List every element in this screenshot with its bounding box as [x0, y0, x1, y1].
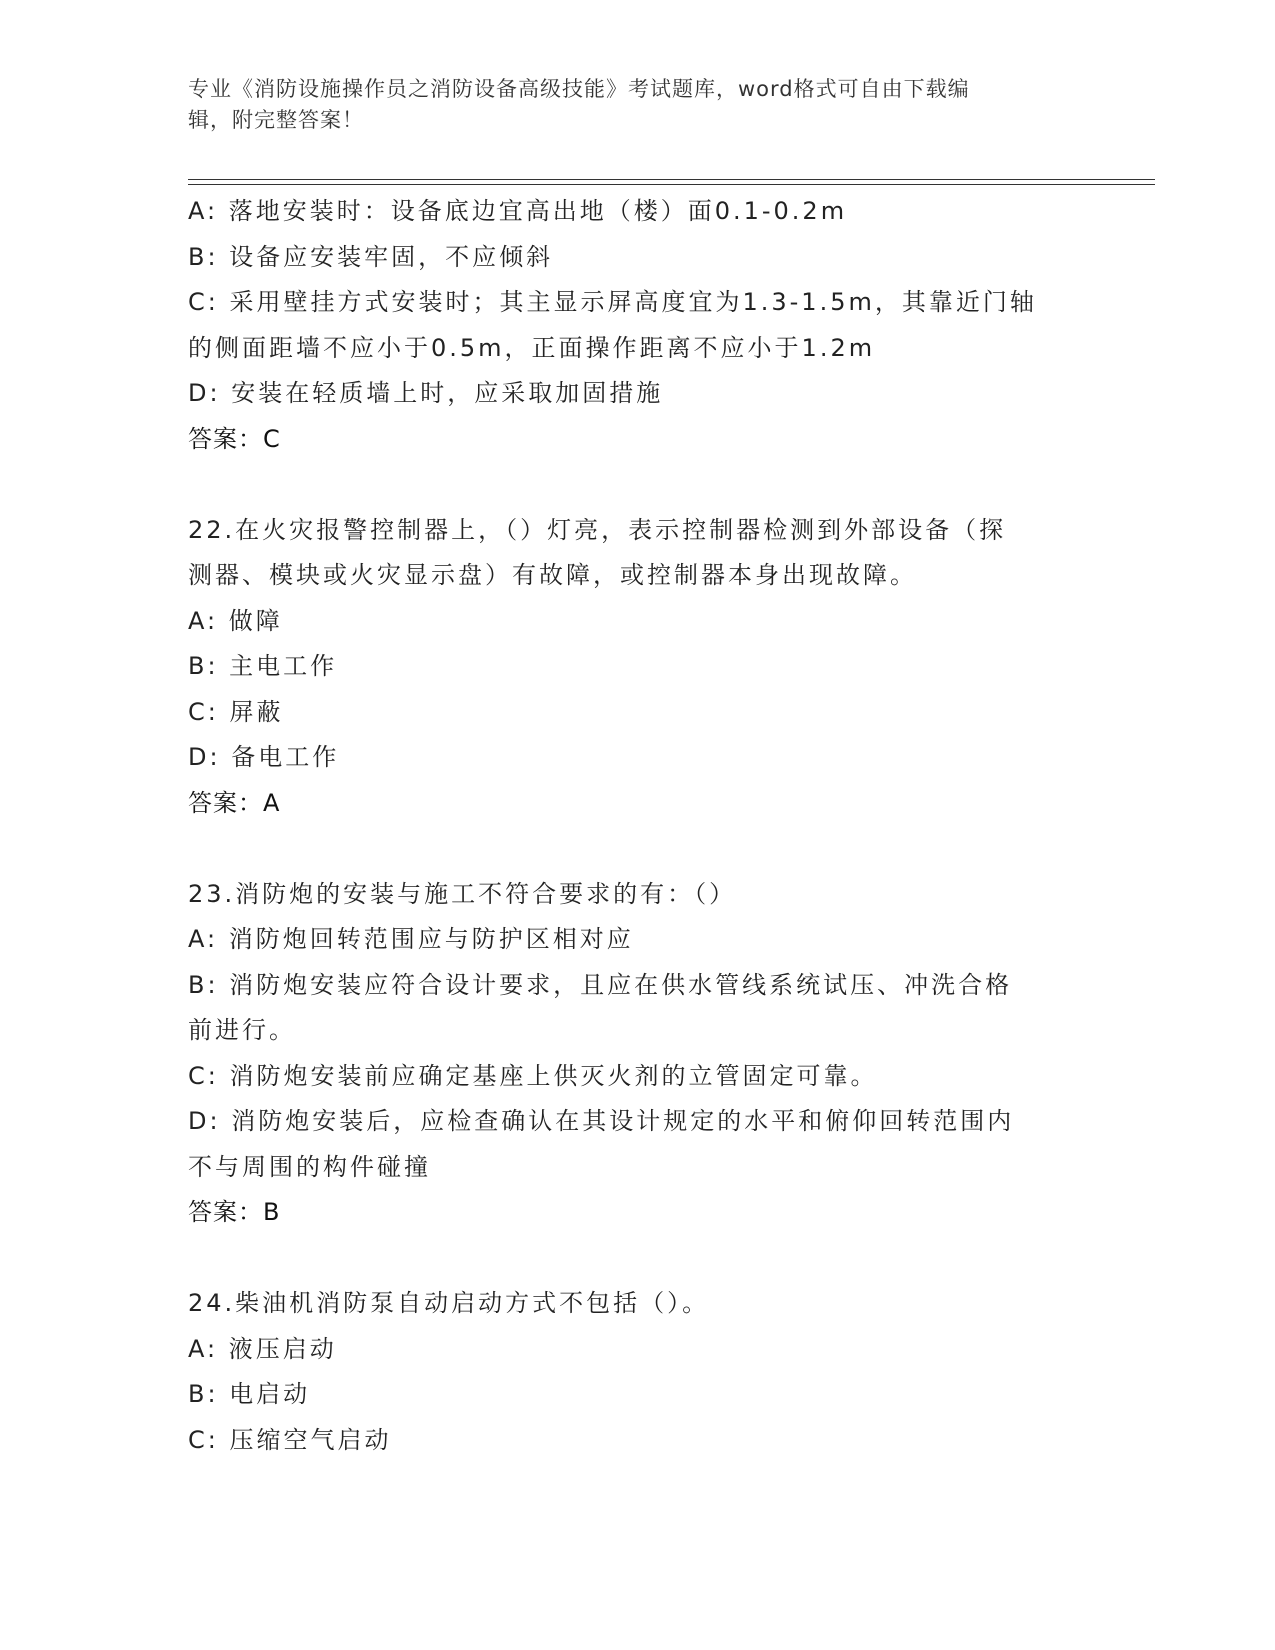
- question-23: [188, 872, 1088, 1236]
- option-d: D: 备电工作: [188, 743, 340, 771]
- answer-line: 答案：A: [188, 788, 281, 817]
- option-d-continued: 不与周围的构件碰撞: [188, 1152, 431, 1181]
- option-b: B: 消防炮安装应符合设计要求，且应在供水管线系统试压、冲洗合格: [188, 970, 1013, 999]
- option-b-continued: 前进行。: [188, 1016, 296, 1044]
- option-d: D: 消防炮安装后，应检查确认在其设计规定的水平和俯仰回转范围内: [188, 1107, 1015, 1135]
- option-a: A: 落地安装时：设备底边宜高出地（楼）面0.1-0.2m: [188, 197, 848, 225]
- header-divider-bottom: [188, 184, 1155, 185]
- answer-line: 答案：C: [188, 424, 281, 453]
- option-d: D: 安装在轻质墙上时，应采取加固措施: [188, 379, 664, 407]
- question-stem-continued: 测器、模块或火灾显示盘）有故障，或控制器本身出现故障。: [188, 561, 917, 589]
- option-a: A: 液压启动: [188, 1334, 337, 1363]
- option-c: C: 采用壁挂方式安装时；其主显示屏高度宜为1.3-1.5m，其靠近门轴: [188, 288, 1037, 316]
- question-spacer: [188, 1236, 1088, 1282]
- question-21-tail: [188, 189, 1088, 462]
- option-c: C: 压缩空气启动: [188, 1425, 392, 1454]
- option-c: C: 消防炮安装前应确定基座上供灭火剂的立管固定可靠。: [188, 1061, 878, 1090]
- option-b: B: 电启动: [188, 1380, 311, 1408]
- question-22: [188, 508, 1088, 827]
- option-c-continued: 的侧面距墙不应小于0.5m，正面操作距离不应小于1.2m: [188, 333, 876, 362]
- option-b: B: 主电工作: [188, 652, 338, 680]
- answer-line: 答案：B: [188, 1198, 281, 1226]
- question-spacer: [188, 826, 1088, 872]
- question-list: [188, 189, 1088, 1463]
- option-b: B: 设备应安装牢固，不应倾斜: [188, 242, 554, 271]
- question-stem: 22.在火灾报警控制器上，（）灯亮，表示控制器检测到外部设备（探: [188, 515, 1007, 544]
- document-header: [188, 74, 1068, 136]
- header-divider-top: [188, 179, 1155, 180]
- question-24: [188, 1281, 1088, 1463]
- question-spacer: [188, 462, 1088, 508]
- header-line-2: 辑，附完整答案！: [188, 108, 364, 132]
- question-stem: 23.消防炮的安装与施工不符合要求的有：（）: [188, 879, 737, 908]
- option-c: C: 屏蔽: [188, 697, 284, 726]
- header-line-1: 专业《消防设施操作员之消防设备高级技能》考试题库，word格式可自由下载编: [188, 77, 970, 101]
- option-a: A: 做障: [188, 606, 283, 635]
- option-a: A: 消防炮回转范围应与防护区相对应: [188, 925, 634, 953]
- question-stem: 24.柴油机消防泵自动启动方式不包括（）。: [188, 1289, 710, 1317]
